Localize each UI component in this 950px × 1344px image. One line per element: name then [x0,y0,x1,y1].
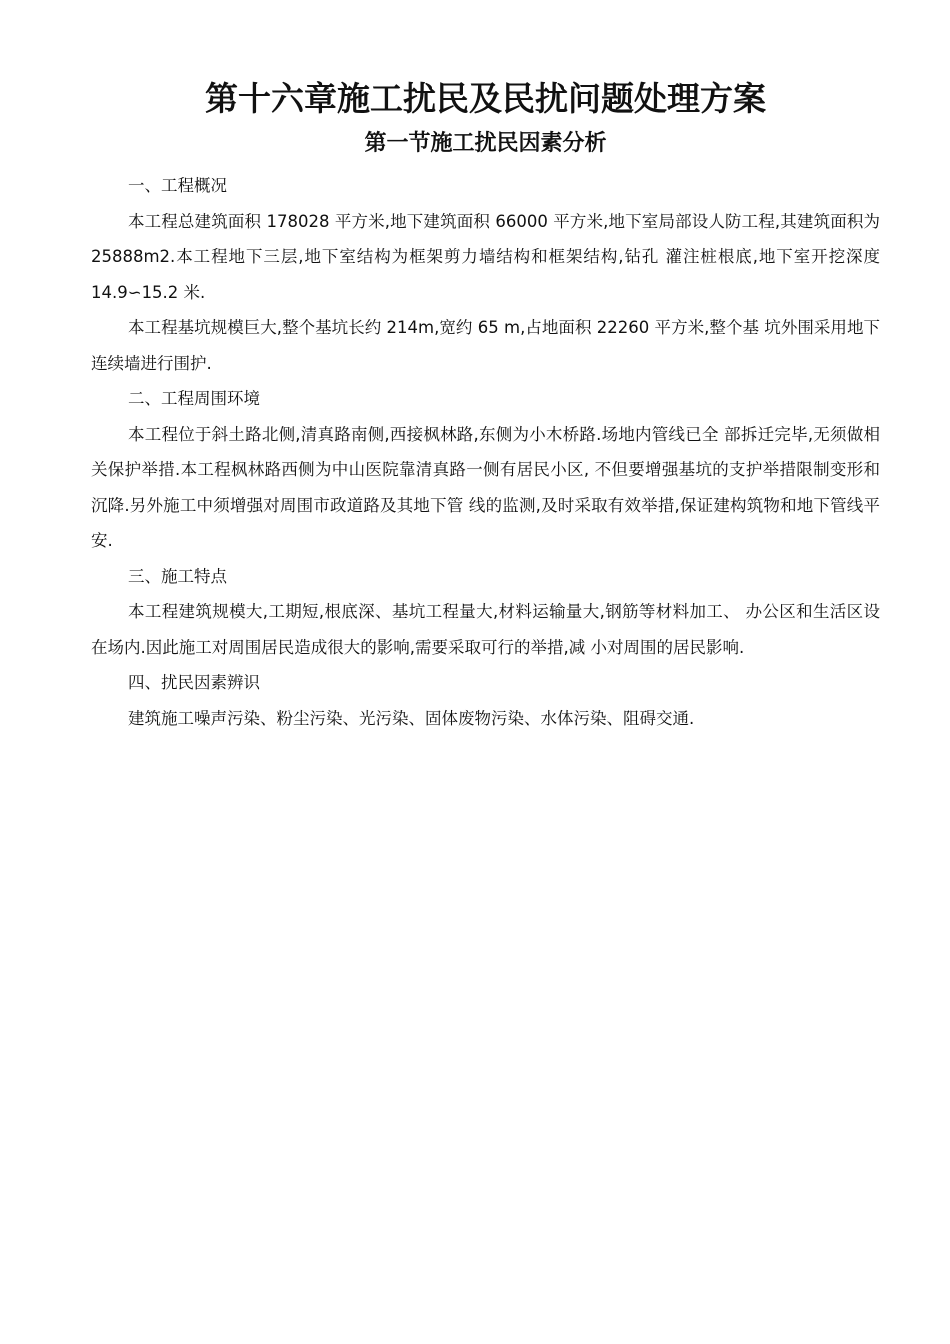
paragraph: 本工程建筑规模大,工期短,根底深、基坑工程量大,材料运输量大,钢筋等材料加工、 办公区和生活区设在场内.因此施工对周围居民造成很大的影响,需要采取可行的举措,减 小对周围的居民影响. [91,602,880,657]
heading-surroundings: 二、工程周围环境 [128,389,260,408]
paragraph: 本工程基坑规模巨大,整个基坑长约 214m,宽约 65 m,占地面积 22260 平方米,整个基 坑外围采用地下连续墙进行围护. [91,318,880,373]
heading-disturbance-factors: 四、扰民因素辨识 [128,673,260,692]
heading-project-overview: 一、工程概况 [128,176,227,195]
paragraph: 本工程总建筑面积 178028 平方米,地下建筑面积 66000 平方米,地下室局部设人防工程,其建筑面积为 25888m2.本工程地下三层,地下室结构为框架剪力墙结构和框架结构,钻孔 灌注桩根底,地下室开挖深度 14.9∽15.2 米. [91,211,880,302]
chapter-title: 第十六章施工扰民及民扰问题处理方案 [205,79,766,118]
paragraph: 建筑施工噪声污染、粉尘污染、光污染、固体废物污染、水体污染、阻碍交通. [128,708,695,728]
document-body [91,168,880,736]
paragraph: 本工程位于斜土路北侧,清真路南侧,西接枫林路,东侧为小木桥路.场地内管线已全 部拆迁完毕,无须做相关保护举措.本工程枫林路西侧为中山医院靠清真路一侧有居民小区, 不但要增强基坑的支护举措限制变形和沉降.另外施工中须增强对周围市政道路及其地下管 线的监测,及时采取有效举措,保证建构筑物和地下管线平安. [91,424,880,550]
section-title: 第一节施工扰民因素分析 [364,131,607,156]
heading-construction-features: 三、施工特点 [128,566,227,586]
